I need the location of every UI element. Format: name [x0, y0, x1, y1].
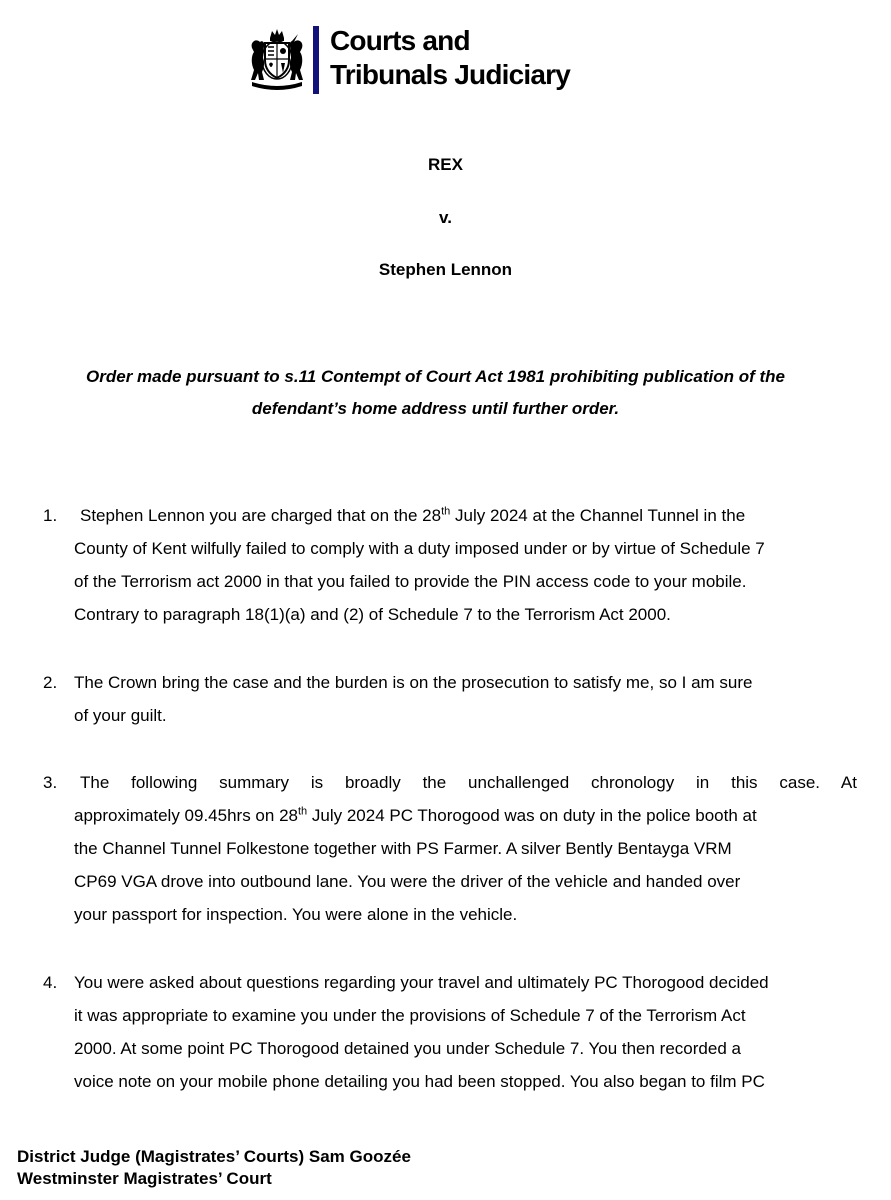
logo-wordmark	[330, 24, 570, 92]
paragraph-line: of your guilt.	[74, 706, 167, 725]
court-name: Westminster Magistrates’ Court	[17, 1169, 272, 1188]
paragraph-line: Contrary to paragraph 18(1)(a) and (2) of Schedule 7 to the Terrorism Act 2000.	[74, 605, 671, 624]
case-versus: v.	[439, 208, 452, 227]
royal-coat-of-arms-icon	[248, 28, 306, 90]
paragraph-line: 2000. At some point PC Thorogood detained you under Schedule 7. You then recorded a	[74, 1039, 741, 1058]
paragraph-line: voice note on your mobile phone detailing you had been stopped. You also began to film PC	[74, 1072, 765, 1091]
judiciary-logo	[248, 24, 578, 94]
paragraph-line: CP69 VGA drove into outbound lane. You were the driver of the vehicle and handed over	[74, 872, 741, 891]
logo-line-2: Tribunals Judiciary	[330, 59, 570, 90]
paragraph-line: approximately 09.45hrs on 28th July 2024 PC Thorogood was on duty in the police booth at	[74, 805, 757, 825]
paragraph-line: The following summary is broadly the unchallenged chronology in this case. At	[80, 773, 857, 792]
paragraph-line: County of Kent wilfully failed to comply with a duty imposed under or by virtue of Schedule 7	[74, 539, 765, 558]
reporting-restriction-order	[30, 361, 841, 425]
paragraph-line: your passport for inspection. You were alone in the vehicle.	[74, 905, 518, 924]
paragraph-number: 4.	[43, 973, 58, 992]
paragraph-line: the Channel Tunnel Folkestone together with PS Farmer. A silver Bently Bentayga VRM	[74, 839, 732, 858]
case-defendant: Stephen Lennon	[378, 260, 513, 279]
paragraph-text	[74, 966, 857, 1098]
logo-accent-bar	[313, 26, 319, 94]
paragraph-text	[74, 766, 857, 931]
paragraph-line: Stephen Lennon you are charged that on the 28th July 2024 at the Channel Tunnel in the	[80, 505, 746, 525]
paragraph-text	[74, 499, 857, 631]
paragraph-line: The Crown bring the case and the burden is on the prosecution to satisfy me, so I am sure	[74, 673, 753, 692]
paragraph-line: it was appropriate to examine you under the provisions of Schedule 7 of the Terrorism Act	[74, 1006, 746, 1025]
page-footer	[17, 1146, 411, 1190]
paragraph-line: of the Terrorism act 2000 in that you failed to provide the PIN access code to your mobile.	[74, 572, 747, 591]
judge-name: District Judge (Magistrates’ Courts) Sam Goozée	[17, 1147, 411, 1166]
paragraph-number: 2.	[43, 673, 58, 692]
paragraph-text	[74, 666, 857, 732]
paragraph-number: 1.	[43, 506, 58, 525]
paragraph-number: 3.	[43, 773, 58, 792]
order-line-1: Order made pursuant to s.11 Contempt of Court Act 1981 prohibiting publication of the	[86, 367, 785, 386]
order-line-2: defendant’s home address until further order.	[251, 399, 620, 418]
paragraph-line: You were asked about questions regarding your travel and ultimately PC Thorogood decided	[74, 973, 769, 992]
logo-line-1: Courts and	[330, 25, 470, 56]
case-prosecutor: REX	[428, 155, 463, 174]
